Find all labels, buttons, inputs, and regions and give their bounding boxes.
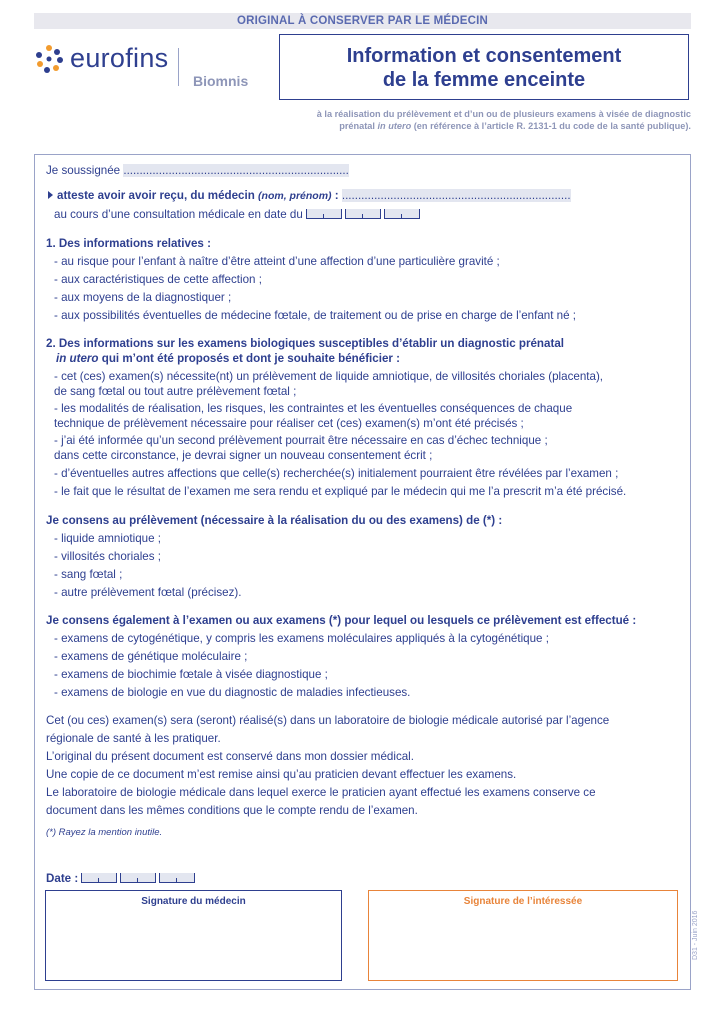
paragraph-line: régionale de santé à les pratiquer. [46, 732, 221, 745]
date-label: Date : [46, 872, 79, 885]
consultation-line [54, 208, 423, 221]
consultation-day-field[interactable] [306, 209, 342, 219]
doctor-signature-box[interactable] [45, 890, 342, 981]
patient-signature-label: Signature de l’intéressée [463, 896, 583, 907]
biomnis-label: Biomnis [193, 73, 249, 89]
consultation-month-field[interactable] [345, 209, 381, 219]
subtitle-line-1: à la réalisation du prélèvement et d’un ou de plusieurs examens à visée de diagnostic [316, 109, 691, 119]
sample-option[interactable]: - villosités choriales ; [54, 550, 161, 563]
section2-line: - d’éventuelles autres affections que celle(s) recherchée(s) initialement pourraient être révélées par l’examen ; [54, 467, 619, 480]
paragraph-line: L’original du présent document est conservé dans mon dossier médical. [46, 750, 414, 763]
section2-title-line-2 [56, 352, 400, 365]
title-line-2: de la femme enceinte [382, 69, 586, 91]
eurofins-logo [34, 40, 184, 80]
subtitle [251, 108, 691, 132]
patient-signature-box[interactable] [368, 890, 678, 981]
consultation-year-field[interactable] [384, 209, 420, 219]
soussigne-label: Je soussignée [46, 164, 124, 177]
arrow-right-icon [48, 191, 53, 199]
atteste-colon: : [331, 189, 342, 202]
section1-item: - aux possibilités éventuelles de médecine fœtale, de traitement ou de prise en charge de l’enfant né ; [54, 309, 577, 322]
subtitle-text: prénatal [339, 121, 378, 131]
section2-line: - j’ai été informée qu’un second prélèvement pourrait être nécessaire en cas d’échec technique ; [54, 434, 548, 447]
section2-line: de sang fœtal ou tout autre prélèvement fœtal ; [54, 385, 297, 398]
consultation-label: au cours d’une consultation médicale en date du [54, 208, 303, 221]
atteste-hint: (nom, prénom) [258, 190, 332, 202]
section4-title: Je consens également à l’examen ou aux examens (*) pour lequel ou lesquels ce prélèvement est effectué : [46, 614, 637, 627]
title-box [279, 34, 689, 100]
atteste-line [48, 189, 571, 202]
date-year-field[interactable] [159, 873, 195, 883]
doctor-name-field[interactable]: ....................................................................... [341, 189, 571, 202]
section2-line: - le fait que le résultat de l’examen me sera rendu et expliqué par le médecin qui me l’a prescrit m’a été précisé. [54, 485, 627, 498]
logo-separator [178, 48, 179, 86]
sample-option[interactable]: - sang fœtal ; [54, 568, 123, 581]
date-month-field[interactable] [120, 873, 156, 883]
header-banner: ORIGINAL À CONSERVER PAR LE MÉDECIN [34, 13, 691, 29]
section2-line: - cet (ces) examen(s) nécessite(nt) un prélèvement de liquide amniotique, de villosités choriales (placenta), [54, 370, 604, 383]
date-day-field[interactable] [81, 873, 117, 883]
paragraph-line: Une copie de ce document m’est remise ainsi qu’au praticien devant effectuer les examens. [46, 768, 517, 781]
paragraph-line: document dans les mêmes conditions que le compte rendu de l’examen. [46, 804, 418, 817]
soussigne-line [46, 164, 349, 177]
exam-option[interactable]: - examens de biochimie fœtale à visée diagnostique ; [54, 668, 328, 681]
section1-title: 1. Des informations relatives : [46, 237, 211, 250]
title-line-1: Information et consentement [346, 45, 622, 67]
footnote: (*) Rayez la mention inutile. [46, 827, 163, 838]
section2-title: 2. Des informations sur les examens biologiques susceptibles d’établir un diagnostic prénatal [46, 337, 564, 350]
eurofins-dots-icon [34, 44, 64, 74]
section3-title: Je consens au prélèvement (nécessaire à la réalisation du ou des examens) de (*) : [46, 514, 503, 527]
section2-title-rest: qui m’ont été proposés et dont je souhaite bénéficier : [98, 352, 400, 365]
date-line [46, 872, 198, 885]
section1-item: - aux caractéristiques de cette affection ; [54, 273, 262, 286]
section1-item: - aux moyens de la diagnostiquer ; [54, 291, 232, 304]
section1-item: - au risque pour l’enfant à naître d’être atteint d’une affection d’une particulière gravité ; [54, 255, 500, 268]
exam-option[interactable]: - examens de biologie en vue du diagnostic de maladies infectieuses. [54, 686, 411, 699]
section2-line: - les modalités de réalisation, les risques, les contraintes et les éventuelles conséquences de chaque [54, 402, 573, 415]
document-reference: D31 - Juin 2016 [692, 910, 699, 960]
paragraph-line: Le laboratoire de biologie médicale dans lequel exerce le praticien ayant effectué les examens conserve ce [46, 786, 596, 799]
doctor-signature-label: Signature du médecin [141, 896, 246, 907]
section2-line: dans cette circonstance, je devrai signer un nouveau consentement écrit ; [54, 449, 433, 462]
section2-line: technique de prélèvement nécessaire pour réaliser cet (ces) examen(s) m’ont été précisés ; [54, 417, 524, 430]
atteste-label: atteste avoir avoir reçu, du médecin [57, 189, 259, 202]
exam-option[interactable]: - examens de cytogénétique, y compris les examens moléculaires appliqués à la cytogénétique ; [54, 632, 549, 645]
section2-title-italic: in utero [56, 352, 99, 365]
name-field[interactable]: ...................................................................... [123, 164, 349, 177]
subtitle-line-2 [251, 120, 691, 132]
subtitle-italic: in utero [377, 121, 412, 131]
sample-option[interactable]: - liquide amniotique ; [54, 532, 161, 545]
paragraph-line: Cet (ou ces) examen(s) sera (seront) réalisé(s) dans un laboratoire de biologie médicale autorisé par l’agence [46, 714, 610, 727]
exam-option[interactable]: - examens de génétique moléculaire ; [54, 650, 248, 663]
sample-option[interactable]: - autre prélèvement fœtal (précisez). [54, 586, 242, 599]
subtitle-text-end: (en référence à l’article R. 2131-1 du code de la santé publique). [411, 121, 691, 131]
logo-wordmark: eurofins [70, 43, 169, 73]
